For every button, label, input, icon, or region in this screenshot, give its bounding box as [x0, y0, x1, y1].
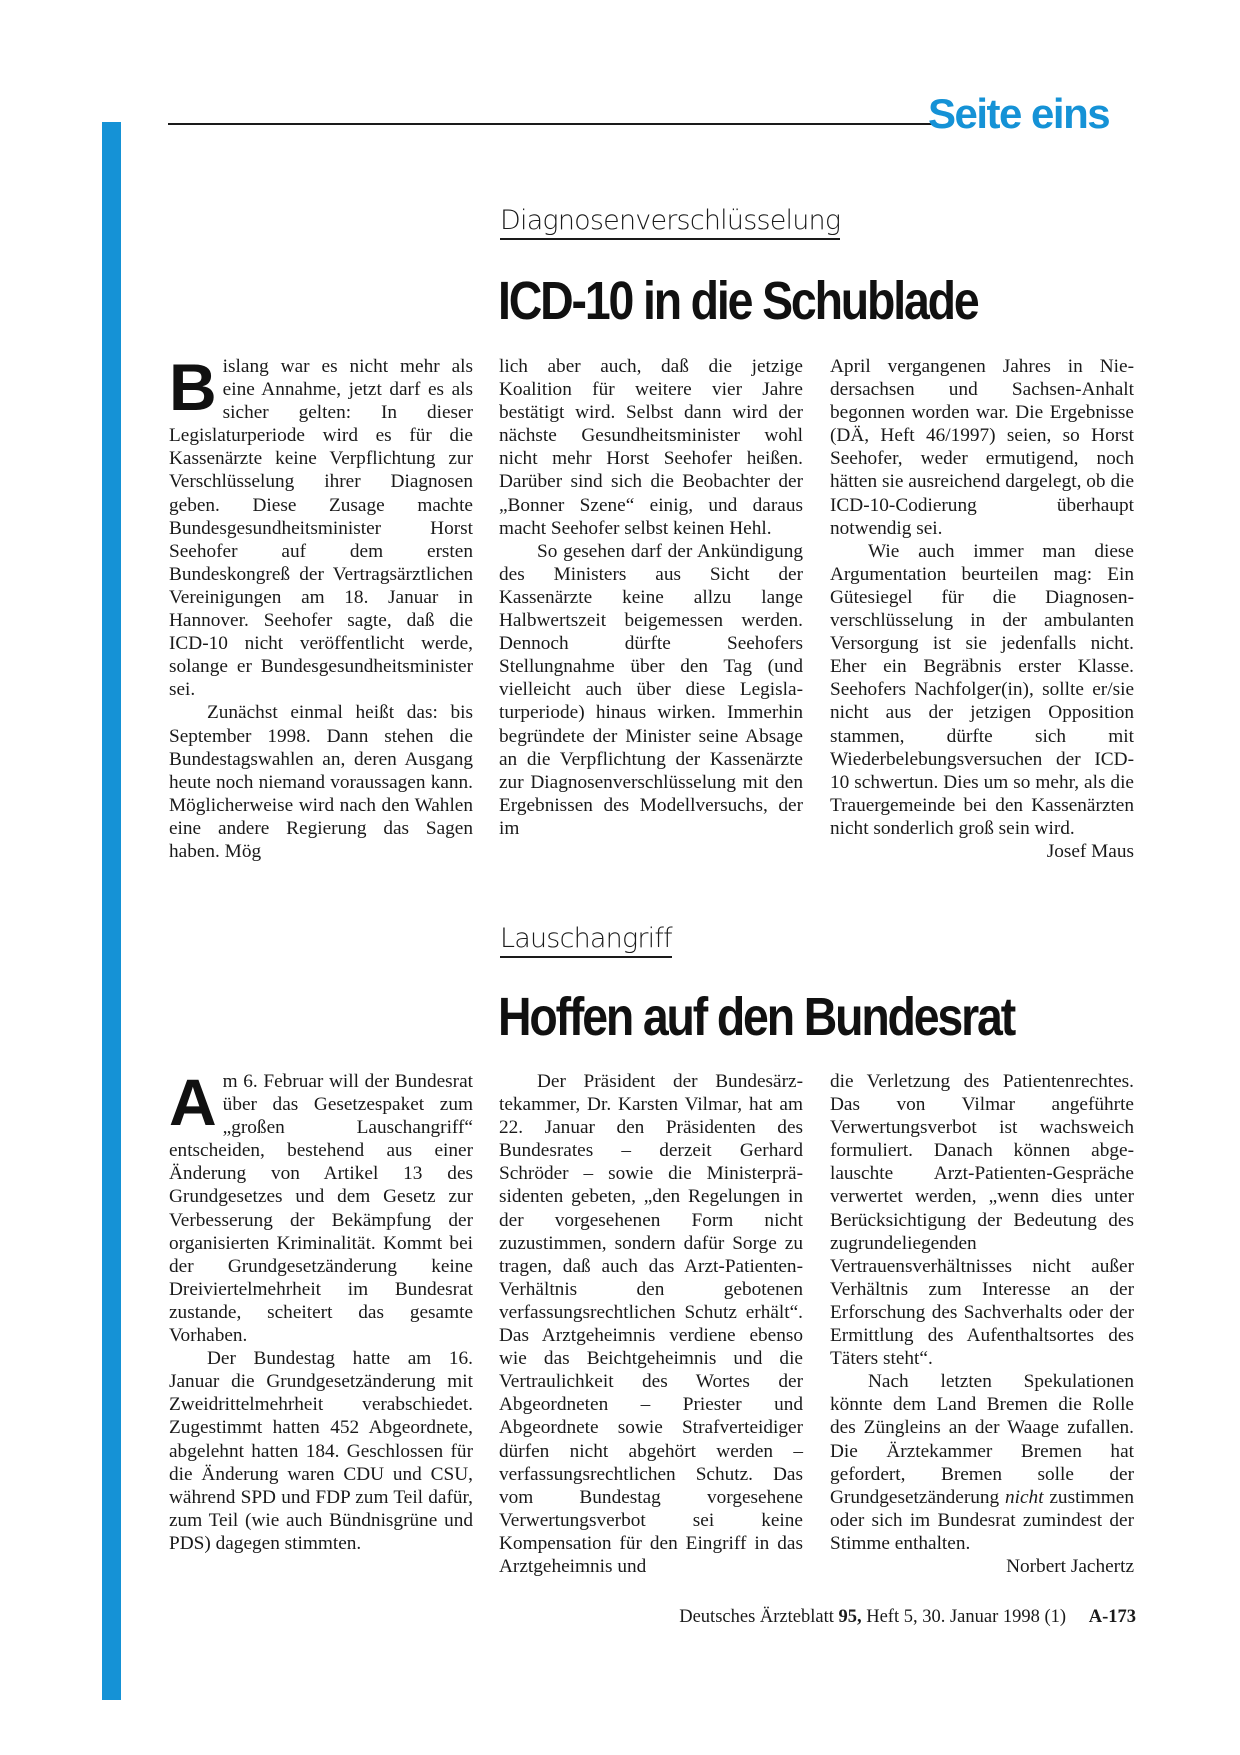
article2-dropcap: A [169, 1065, 217, 1139]
article2-kicker: Lauschangriff [500, 925, 672, 958]
article2-author: Norbert Jachertz [1006, 1555, 1134, 1577]
article1-headline: ICD-10 in die Schublade [498, 271, 978, 331]
article2-column-3 [830, 1070, 1134, 1578]
page-footer [560, 1607, 1136, 1628]
footer-volume: 95, [838, 1607, 862, 1627]
emphasis-nicht: nicht [1005, 1486, 1044, 1508]
article1-dropcap: B [169, 350, 217, 424]
section-title: Seite eins [928, 90, 1110, 137]
article1-column-1 [169, 350, 473, 863]
article2-paragraph: Der Präsident der Bundesärztekammer, Dr. Karsten Vilmar, hat am 22. Januar den Präsidenten des Bundesrates – derzeit Gerhard Schröder – sowie die Ministerpräsidenten gebeten, „den Regelungen in der vorgesehenen Form nicht zuzustimmen, sondern dafür Sorge zu tragen, daß auch das Arzt-Patienten-Verhältnis den gebotenen verfassungsrechtlichen Schutz erhält“. Das Arztgeheimnis verdiene ebenso wie das Beichtgeheimnis und die Vertraulichkeit des Wortes der Abgeordneten – Priester und Abgeordnete sowie Strafverteidiger dürfen nicht abgehört werden – verfassungsrechtlichen Schutz. Das vom Bundestag vorgesehene Verwertungsverbot sei keine Kompensation für den Eingriff in das Arztgeheimnis und [499, 1071, 803, 1577]
article1-author: Josef Maus [1046, 840, 1134, 862]
article1-paragraph: lich aber auch, daß die jetzige Koalition für weitere vier Jahre bestätigt wird. Selbst dann wird der nächste Gesundheitsminister wohl nicht mehr Horst Seehofer heißen. Darüber sind sich die Beobachter der „Bonner Szene“ einig, und daraus macht Seehofer selbst keinen Hehl. [499, 356, 803, 539]
article1-paragraph: April vergangenen Jahres in Niedersachsen und Sachsen-Anhalt begonnen worden war. Die Ergebnisse (DÄ, Heft 46/1997) seien, so Horst Seehofer, weder ermutigend, noch hätten sie ausreichend dargelegt, ob die ICD-10-Codierung überhaupt notwendig sei. [830, 356, 1134, 539]
article2-paragraph: Nach letzten Spekulationen könnte dem Land Bremen die Rolle des Züngleins an der Waage zufallen. Die Ärztekammer Bremen hat gefordert, Bremen solle der Grundgesetzänderung nicht zustimmen oder sich im Bundesrat zumindest der Stimme enthalten. Norbert Jachertz [830, 1371, 1134, 1577]
article1-paragraph: Wie auch immer man diese Argumentation beurteilen mag: Ein Gütesiegel für die Diagnosenverschlüsselung in der ambulanten Versorgung ist sie jedenfalls nicht. Eher ein Begräbnis erster Klasse. Seehofers Nachfolger(in), sollte er/sie nicht aus der jetzigen Opposition stammen, dürfte sich mit Wiederbelebungsversuchen der ICD-10 schwertun. Dies um so mehr, als die Trauergemeinde bei den Kassenärzten nicht sonderlich groß sein wird. Josef Maus [830, 540, 1134, 862]
footer-journal: Deutsches Ärzteblatt [679, 1607, 834, 1627]
article1-paragraph: Zunächst einmal heißt das: bis September 1998. Dann stehen die Bundestagswahlen an, deren Ausgang heute noch niemand voraussagen kann. Möglicherweise wird nach den Wahlen eine andere Regierung das Sagen haben. Mög [169, 702, 473, 862]
footer-issue: Heft 5, 30. Januar 1998 (1) [866, 1607, 1067, 1627]
article1-column-2 [499, 355, 803, 840]
article2-paragraph: die Verletzung des Patientenrechtes. Das von Vilmar angeführte Verwertungsverbot ist wachsweich formuliert. Danach können abgelauschte Arzt-Patienten-Gespräche verwertet werden, „wenn dies unter Berücksichtigung der Bedeutung des zugrundeliegenden Vertrauensverhältnisses nicht außer Verhältnis zum Interesse an der Erforschung des Sachverhalts oder der Ermittlung des Aufenthaltsortes des Täters steht“. [830, 1071, 1134, 1370]
article2-headline: Hoffen auf den Bundesrat [498, 987, 1015, 1047]
article1-column-3 [830, 355, 1134, 863]
footer-page-number: A-173 [1088, 1607, 1136, 1627]
article2-paragraph: Am 6. Februar will der Bundesrat über das Gesetzespaket zum „großen Lauschangriff“ entscheiden, bestehend aus einer Änderung von Artikel 13 des Grundgesetzes und dem Gesetz zur Verbesserung der Bekämpfung der organisierten Kriminalität. Kommt bei der Grundgesetzänderung keine Dreiviertelmehrheit im Bundesrat zustande, scheitert das gesamte Vorhaben. [169, 1065, 473, 1347]
article2-column-2 [499, 1070, 803, 1578]
side-accent-bar [102, 122, 121, 1700]
article1-paragraph: So gesehen darf der Ankündigung des Ministers aus Sicht der Kassenärzte keine allzu lange Halbwertszeit beigemessen werden. Dennoch dürfte Seehofers Stellungnahme über den Tag (und vielleicht auch über diese Legislaturperiode) hinaus wirken. Immerhin begründete der Minister seine Absage an die Verpflichtung der Kassenärzte zur Diagnosenverschlüsselung mit den Ergebnissen des Modellversuchs, der im [499, 540, 803, 839]
article1-kicker: Diagnosenverschlüsselung [500, 207, 840, 240]
article2-column-1 [169, 1065, 473, 1555]
article2-paragraph: Der Bundestag hatte am 16. Januar die Grundgesetzänderung mit Zweidrittelmehrheit verabschiedet. Zugestimmt hatten 452 Abgeordnete, abgelehnt hatten 184. Geschlossen für die Änderung waren CDU und CSU, während SPD und FDP zum Teil dafür, zum Teil (wie auch Bündnisgrüne und PDS) dagegen stimmten. [169, 1348, 473, 1554]
header-rule [168, 123, 936, 125]
article1-paragraph: Bislang war es nicht mehr als eine Annahme, jetzt darf es als sicher gelten: In dieser Legislaturperiode wird es für die Kassenärzte keine Verpflichtung zur Verschlüsselung ihrer Diagnosen geben. Diese Zusage machte Bundesgesundheitsminister Horst Seehofer auf dem ersten Bundeskongreß der Vertragsärztlichen Vereinigungen am 18. Januar in Hannover. Seehofer sagte, daß die ICD-10 nicht veröffentlicht werde, solange er Bundesgesundheitsminister sei. [169, 350, 473, 701]
